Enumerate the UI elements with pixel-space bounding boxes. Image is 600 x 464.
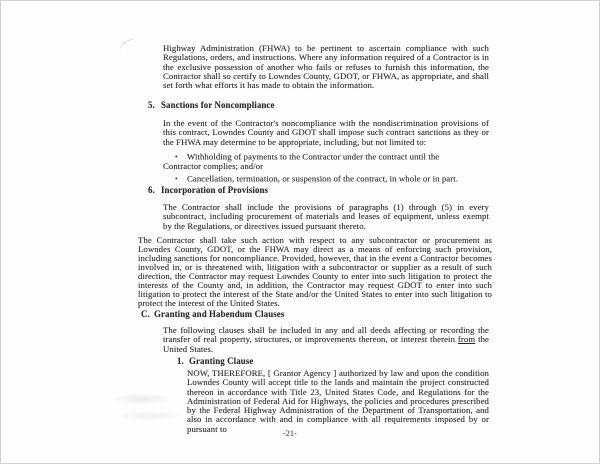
pencil-mark-artifact	[117, 37, 138, 56]
heading-number: 5.	[148, 100, 155, 110]
heading-label: Incorporation of Provisions	[161, 185, 269, 195]
smudge-artifact	[107, 387, 185, 427]
paragraph-sanctions-intro: In the event of the Contractor's noncompliance with the nondiscrimination provisions of this contract, Lowndes County and GDOT shall impose such contract sanctions as they or the FHWA may determine to be appropriate, including, but not limited to:	[163, 118, 489, 147]
paragraph-following-clauses	[163, 326, 489, 354]
bullet-item-cancellation	[163, 174, 493, 184]
bullet-text: Cancellation, termination, or suspension of the contract, in whole or in part.	[187, 173, 459, 184]
paragraph-incorporation: The Contractor shall include the provisions of paragraphs (1) through (5) in every subcontract, including procurement of materials and leases of equipment, unless exempt by the Regulations, or directives issued pursuant thereto.	[163, 202, 489, 231]
heading-incorporation-of-provisions	[148, 186, 268, 195]
heading-number: 1.	[177, 356, 184, 366]
heading-granting-clause	[177, 357, 253, 366]
paragraph-text: The following clauses shall be included in any and all deeds affecting or recording the transfer of real property, structures, or improvements thereon, or interest therein	[163, 325, 489, 345]
bullet-item-withholding	[163, 152, 465, 171]
bullet-icon: •	[175, 174, 178, 183]
heading-granting-and-habendum-clauses	[141, 310, 284, 319]
heading-label: Granting Clause	[189, 356, 254, 366]
heading-label: Sanctions for Noncompliance	[161, 100, 275, 110]
heading-letter: C.	[141, 309, 150, 319]
heading-sanctions-for-noncompliance	[148, 101, 274, 110]
underlined-word: from	[457, 334, 476, 345]
bullet-text: Withholding of payments to the Contractor under the contract until the Contractor complies; and/or	[163, 151, 440, 171]
paragraph-fhwa-compliance: Highway Administration (FHWA) to be pertinent to ascertain compliance with such Regulations, orders, and instructions. Where any information required of a Contractor is in the exclusive possession of another who fails or refuses to furnish this information, the Contractor shall so certify to Lowndes County, GDOT, or FHWA, as appropriate, and shall set forth what efforts it has made to obtain the information.	[163, 43, 489, 91]
heading-label: Granting and Habendum Clauses	[154, 309, 285, 319]
heading-number: 6.	[148, 185, 155, 195]
paragraph-contractor-action: The Contractor shall take such action with respect to any subcontractor or procurement as Lowndes County, GDOT, or the FHWA may direct as a means of enforcing such provision, including sanctions for noncompliance. Provided, however, that in the event a Contractor becomes involved in, or is threatened with, litigation with a subcontractor or supplier as a result of such direction, the Contractor may request Lowndes County to enter into such litigation to protect the interests of the County and, in addition, the Contractor may request GDOT to enter into such litigation to protect the interest of the State and/or the United States to enter into such litigation to protect the interest of the United States.	[138, 235, 492, 308]
paragraph-text: the United States.	[163, 334, 490, 354]
page-number: -21-	[283, 429, 297, 438]
bullet-icon: •	[175, 152, 178, 161]
paragraph-now-therefore: NOW, THEREFORE, [ Grantor Agency ] authorized by law and upon the condition Lowndes County will accept title to the lands and maintain the project constructed thereon in accordance with Title 23, United States Code, and Regulations for the Administration of Federal Aid for Highways, the policies and procedures prescribed by the Federal Highway Administration of the Department of Transportation, and also in accordance with and in compliance with all requirements imposed by or pursuant to	[187, 368, 489, 434]
